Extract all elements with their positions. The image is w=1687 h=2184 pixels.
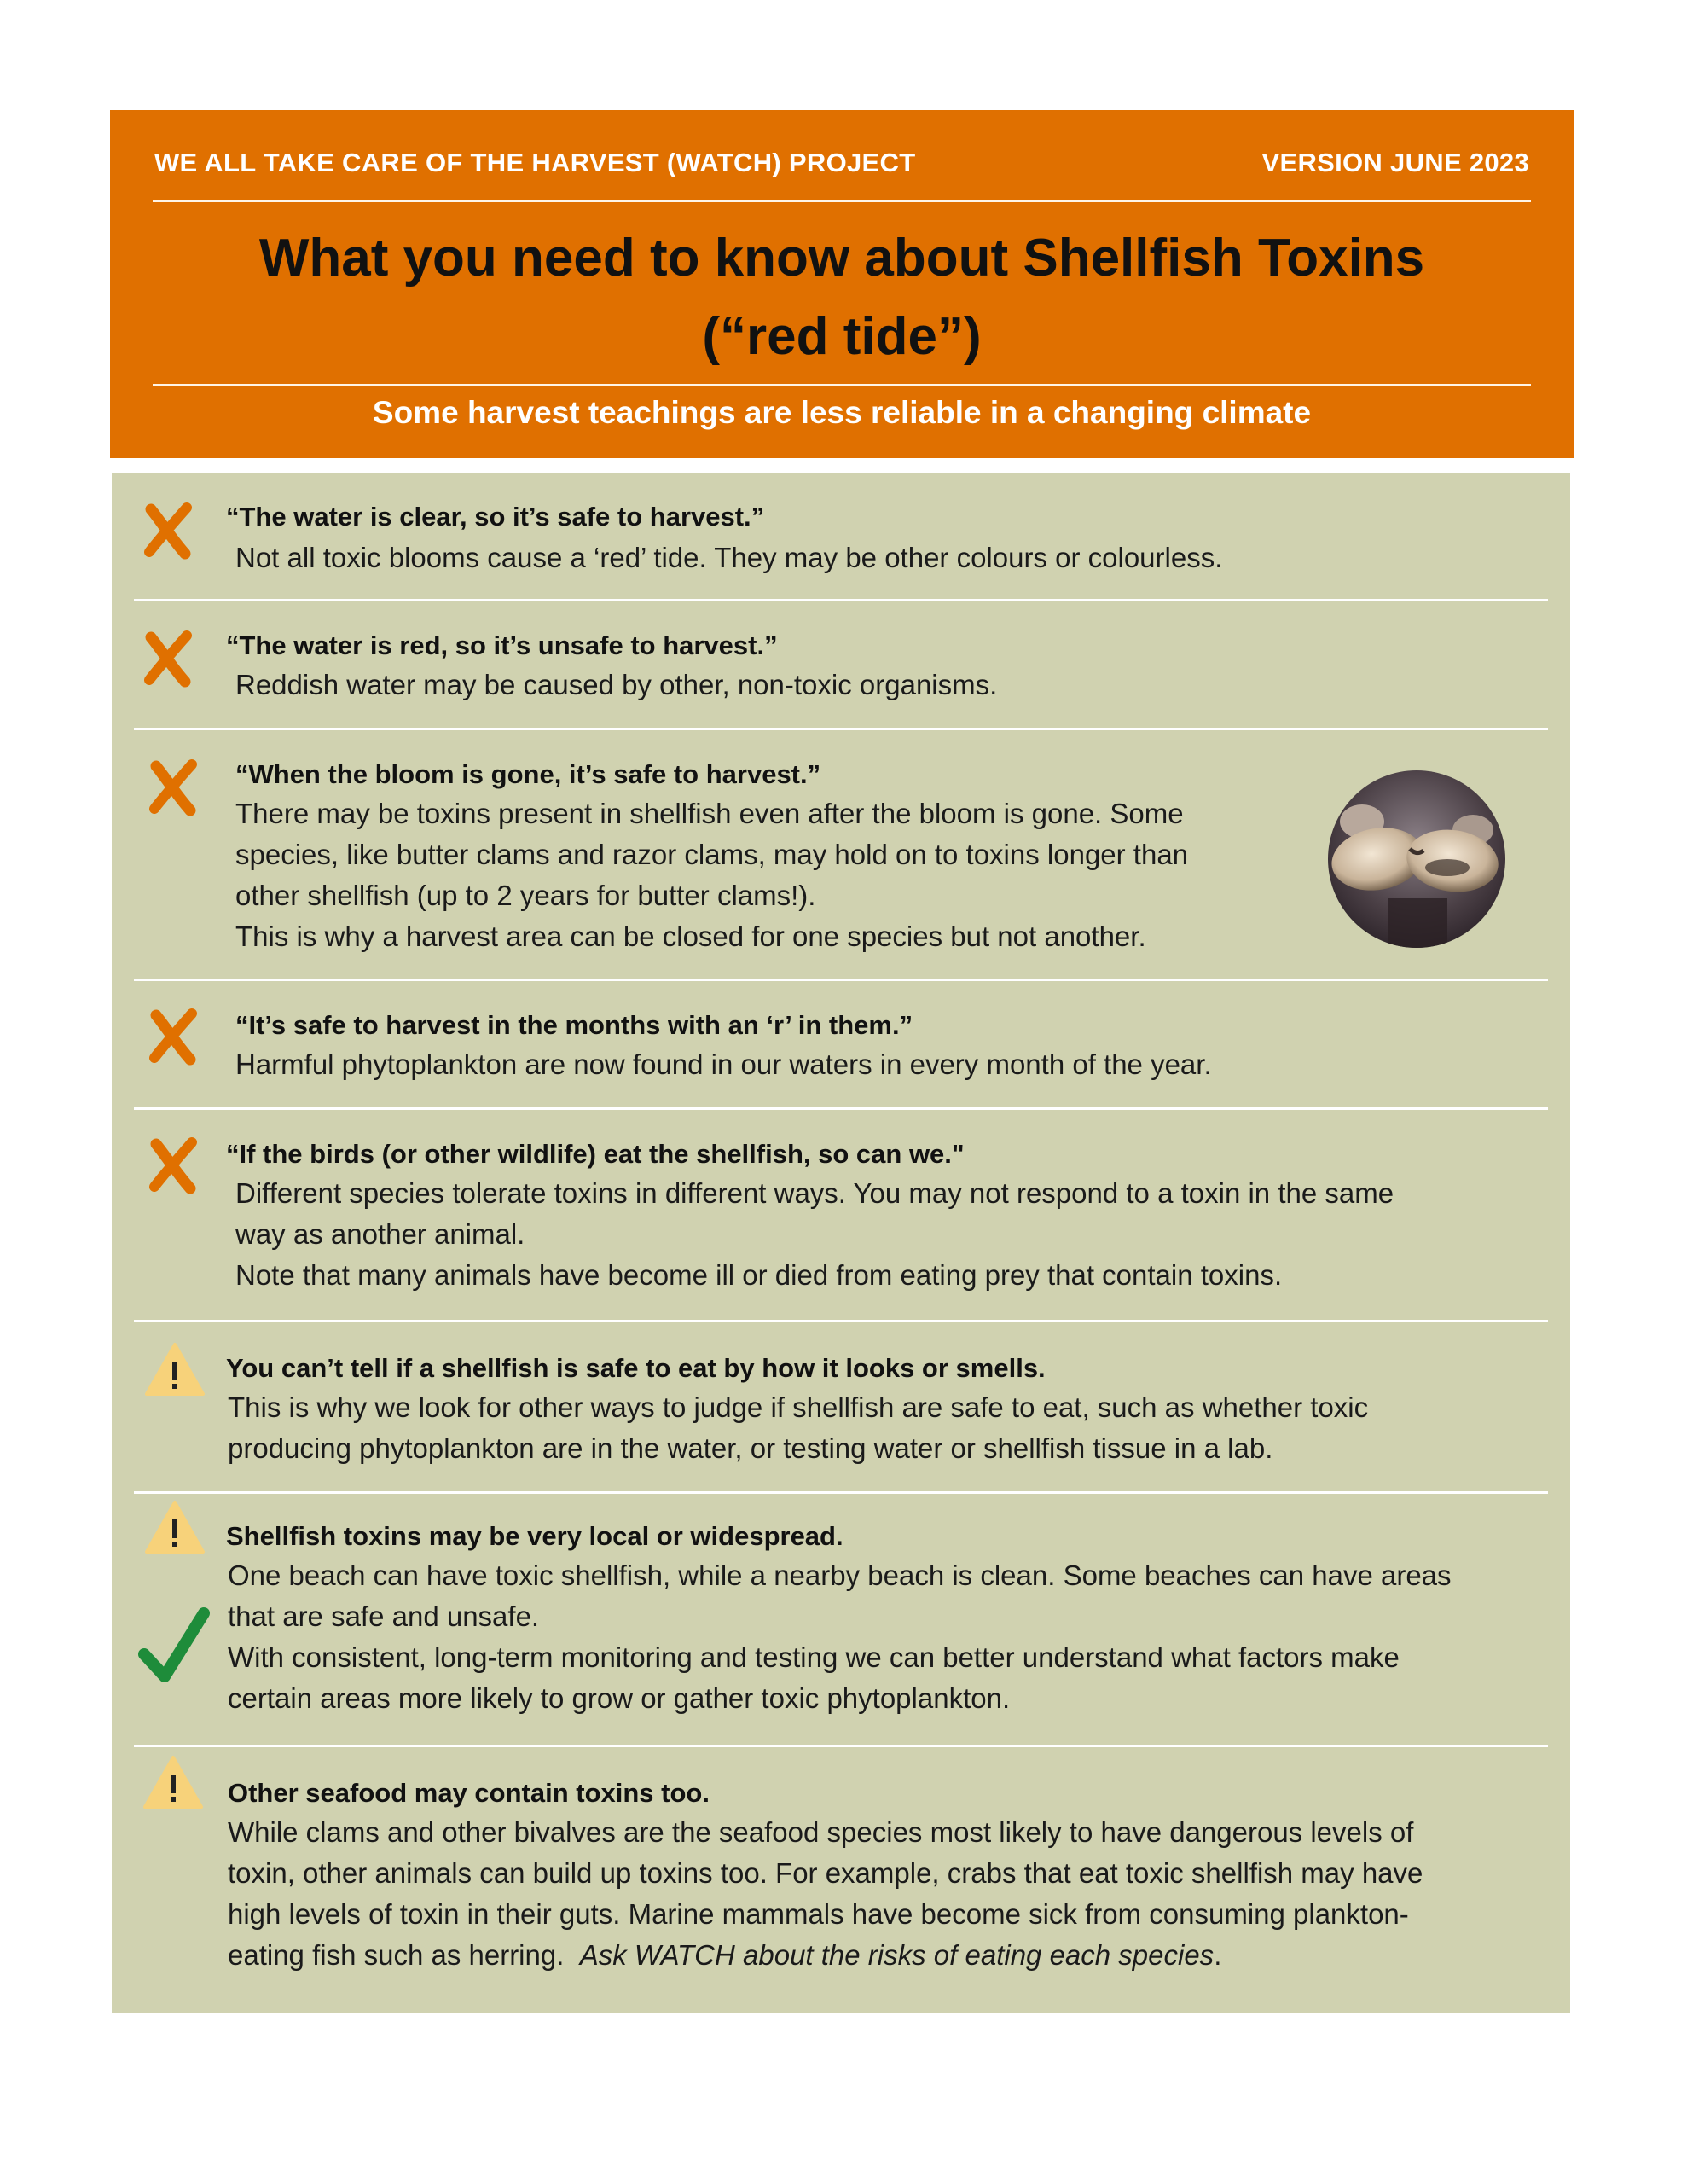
x-mark-icon	[141, 501, 195, 565]
item-heading: You can’t tell if a shellfish is safe to eat by how it looks or smells.	[226, 1353, 1046, 1383]
item-line: Different species tolerate toxins in different ways. You may not respond to a toxin in the same	[235, 1177, 1394, 1209]
header-top-row	[154, 148, 1529, 178]
item-line: There may be toxins present in shellfish even after the bloom is gone. Some	[235, 798, 1184, 829]
warning-icon	[144, 1341, 206, 1402]
teaching-item	[112, 1747, 1570, 2003]
x-mark-icon	[141, 629, 195, 693]
header-divider-top	[153, 200, 1531, 202]
item-line-plain: eating fish such as herring.	[228, 1939, 580, 1971]
item-line: Reddish water may be caused by other, non-toxic organisms.	[235, 669, 998, 700]
item-heading: Other seafood may contain toxins too.	[228, 1778, 710, 1808]
title-line-2: (“red tide”)	[702, 307, 982, 366]
item-heading: Shellfish toxins may be very local or widespread.	[226, 1521, 844, 1551]
item-line: Not all toxic blooms cause a ‘red’ tide. They may be other colours or colourless.	[235, 542, 1223, 573]
item-line: that are safe and unsafe.	[228, 1600, 540, 1632]
page-subtitle: Some harvest teachings are less reliable in a changing climate	[372, 395, 1312, 430]
item-text	[228, 1555, 1452, 1719]
header-banner	[110, 110, 1574, 458]
item-line: One beach can have toxic shellfish, while a nearby beach is clean. Some beaches can have areas	[228, 1560, 1452, 1591]
item-line-italic: Ask WATCH about the risks of eating each species	[579, 1939, 1215, 1971]
check-mark-icon	[136, 1605, 212, 1693]
item-line	[228, 1935, 1423, 1976]
item-text	[228, 1812, 1423, 1976]
item-text	[235, 1173, 1394, 1296]
title-line-1: What you need to know about Shellfish Toxins	[258, 229, 1425, 288]
item-heading: “When the bloom is gone, it’s safe to harvest.”	[235, 759, 821, 789]
item-line: While clams and other bivalves are the seafood species most likely to have dangerous levels of	[228, 1816, 1414, 1848]
item-line: This is why we look for other ways to judge if shellfish are safe to eat, such as whether toxic	[228, 1391, 1369, 1423]
item-line: Note that many animals have become ill or died from eating prey that contain toxins.	[235, 1259, 1283, 1291]
item-line: certain areas more likely to grow or gather toxic phytoplankton.	[228, 1682, 1011, 1714]
teachings-panel	[112, 473, 1570, 2013]
project-name: WE ALL TAKE CARE OF THE HARVEST (WATCH) PROJECT	[154, 148, 916, 177]
item-line: This is why a harvest area can be closed for one species but not another.	[235, 921, 1146, 952]
item-text	[235, 793, 1188, 957]
item-heading: “If the birds (or other wildlife) eat the shellfish, so can we."	[226, 1139, 965, 1169]
teaching-item	[112, 1110, 1570, 1321]
item-heading: “The water is clear, so it’s safe to harvest.”	[226, 502, 765, 531]
x-mark-icon	[146, 758, 200, 822]
item-line: producing phytoplankton are in the water, or testing water or shellfish tissue in a lab.	[228, 1432, 1273, 1464]
teaching-item	[112, 1494, 1570, 1745]
item-line: way as another animal.	[235, 1218, 525, 1250]
item-line: high levels of toxin in their guts. Marine mammals have become sick from consuming plankton-	[228, 1898, 1409, 1930]
x-mark-icon	[146, 1007, 200, 1071]
item-heading: “It’s safe to harvest in the months with an ‘r’ in them.”	[235, 1010, 913, 1040]
item-heading: “The water is red, so it’s unsafe to harvest.”	[226, 630, 778, 660]
page-title	[110, 219, 1574, 376]
item-text	[235, 665, 997, 706]
item-line-end: .	[1214, 1939, 1222, 1971]
clam-photo	[1328, 770, 1505, 948]
teaching-item	[112, 1322, 1570, 1493]
teaching-item	[112, 981, 1570, 1109]
header-divider-bottom	[153, 384, 1531, 386]
version-label: VERSION JUNE 2023	[1261, 148, 1529, 177]
item-line: species, like butter clams and razor clams, may hold on to toxins longer than	[235, 839, 1189, 870]
warning-icon	[142, 1754, 204, 1815]
x-mark-icon	[146, 1136, 200, 1199]
teaching-item	[112, 473, 1570, 601]
item-text	[235, 537, 1222, 578]
teaching-item	[112, 601, 1570, 729]
item-line: With consistent, long-term monitoring and testing we can better understand what factors make	[228, 1641, 1400, 1673]
item-line: Harmful phytoplankton are now found in our waters in every month of the year.	[235, 1048, 1212, 1080]
warning-icon	[144, 1499, 206, 1560]
item-line: other shellfish (up to 2 years for butter clams!).	[235, 880, 816, 911]
item-line: toxin, other animals can build up toxins too. For example, crabs that eat toxic shellfish may have	[228, 1857, 1423, 1889]
item-text	[228, 1387, 1368, 1469]
item-text	[235, 1044, 1212, 1085]
